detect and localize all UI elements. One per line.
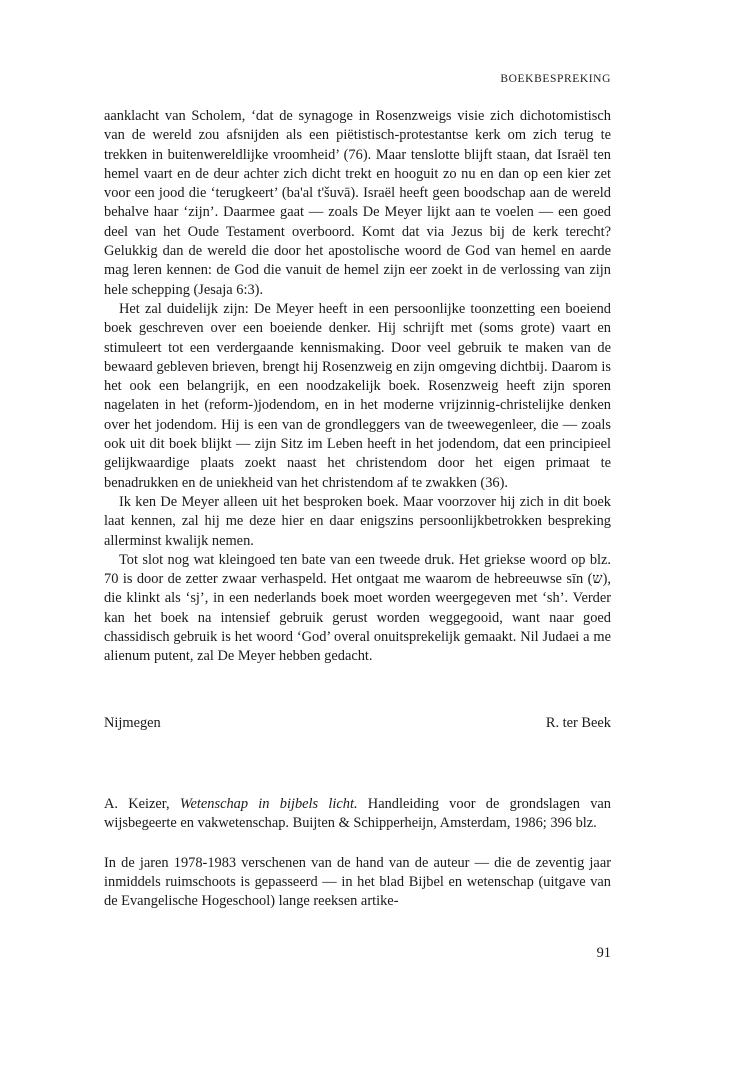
paragraph-4: Tot slot nog wat kleingoed ten bate van een tweede druk. Het griekse woord op blz. 70 is door de zetter zwaar verhaspeld. Het ontgaat me waarom de hebreeuwse sīn (ש), die klinkt als ‘sj’, in een nederlands boek moet worden weergegeven met ‘sh’. Verder kan het boek na intensief gebruik gerust worden weggegooid, want naar goed chassidisch gebruik is het woord ‘God’ overal onuitsprekelijk gemaakt. Nil Judaei a me alienum putent, zal De Meyer hebben gedacht.: [104, 551, 611, 665]
paragraph-2: Het zal duidelijk zijn: De Meyer heeft in een persoonlijke toonzetting een boeiend boek geschreven over een boeiende denker. Hij schrijft met (soms grote) vaart en stimuleert tot een verdergaande kennismaking. Door veel gebruik te maken van de bewaard gebleven brieven, brengt hij Rosenzweig en zijn omgeving dichtbij. Daarom is het ook een belangrijk, en een noodzakelijk boek. Rosenzweig heeft zijn sporen nagelaten in het (reform-)jodendom, en in het moderne vrijzinnig-christelijke denken over het jodendom. Hij is een van de grondleggers van de tweewegenleer, die — zoals ook uit dit boek blijkt — zijn Sitz im Leben heeft in het jodendom, dat een principieel gelijkwaardige plaats zoekt naast het christendom door het eigen primaat te benadrukken en de uniekheid van het christendom af te zwakken (36).: [104, 300, 611, 491]
next-review-opening: In de jaren 1978-1983 verschenen van de hand van de auteur — die de zeventig jaar inmiddels ruimschoots is gepasseerd — in het blad Bijbel en wetenschap (uitgave van de Evangelische Hogeschool) lange reeksen artike-: [104, 854, 611, 910]
citation-title: Wetenschap in bijbels licht.: [179, 796, 358, 812]
paragraph-3: Ik ken De Meyer alleen uit het besproken boek. Maar voorzover hij zich in dit boek laat kennen, zal hij me deze hier en daar enigszins persoonlijkbetrokken bespreking allerminst kwalijk nemen.: [104, 493, 611, 549]
signature-line: [104, 715, 611, 732]
signature-author: R. ter Beek: [545, 715, 611, 731]
page-number: 91: [596, 945, 611, 961]
running-head: BOEKBESPREKING: [500, 73, 611, 85]
next-review: [104, 795, 611, 911]
review-body: [104, 107, 611, 667]
signature-place: Nijmegen: [104, 715, 161, 731]
citation-author: A. Keizer,: [104, 796, 170, 812]
book-citation: [104, 795, 611, 834]
citation-rest: Handleiding voor de grondslagen van wijsbegeerte en vakwetenschap. Buijten & Schipperheijn, Amsterdam, 1986; 396 blz.: [104, 796, 611, 832]
paragraph-1: aanklacht van Scholem, ‘dat de synagoge in Rosenzweigs visie zich dichotomistisch van de wereld zou afsnijden als een piëtistisch-protestantse kerk om zich terug te trekken in buitenwereldlijke vroomheid’ (76). Maar tenslotte blijft staan, dat Israël ten hemel vaart en de deur achter zich dicht trekt en hooguit zo nu en dan op een kier zet voor een jood die ‘terugkeert’ (ba'al t'šuvā). Israël heeft geen boodschap aan de wereld behalve haar ‘zijn’. Daarmee gaat — zoals De Meyer lijkt aan te voelen — een goed deel van het Oude Testament overboord. Komt dat via Jezus bij de kerk terecht? Gelukkig dan de wereld die door het apostolische woord de God van hemel en aarde mag leren kennen: de God die vanuit de hemel zijn eer zoekt in de verlossing van zijn hele schepping (Jesaja 6:3).: [104, 108, 611, 298]
